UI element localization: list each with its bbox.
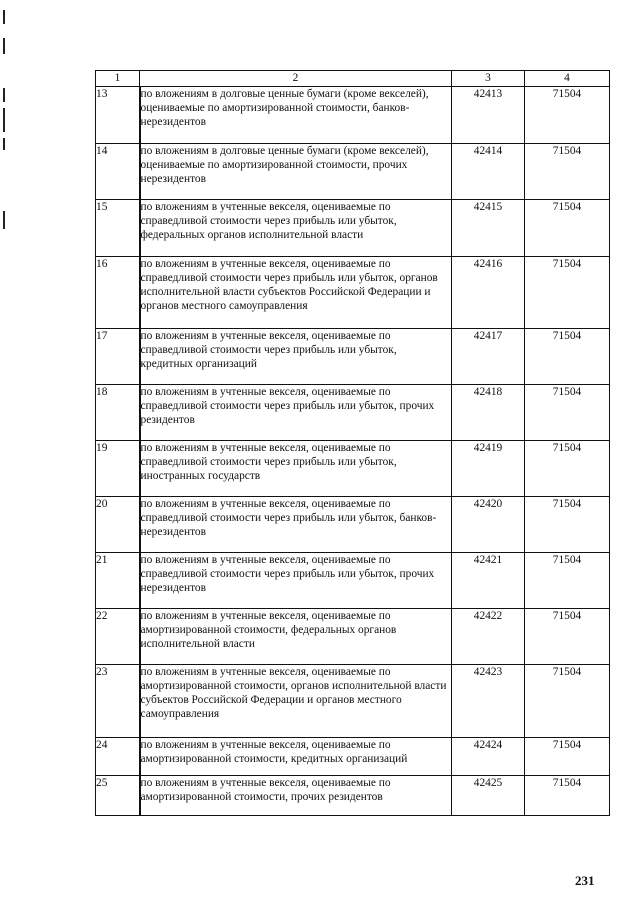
table-row bbox=[96, 665, 610, 738]
row-number: 16 bbox=[96, 257, 140, 329]
table-row bbox=[96, 776, 610, 816]
row-number: 17 bbox=[96, 329, 140, 385]
scan-mark bbox=[3, 88, 5, 102]
page-number: 231 bbox=[575, 873, 595, 888]
symbol-code: 71504 bbox=[525, 497, 610, 553]
row-number: 19 bbox=[96, 441, 140, 497]
table-row bbox=[96, 441, 610, 497]
row-description: по вложениям в учтенные векселя, оцениваемые по амортизированной стоимости, органов исполнительной власти субъектов Российской Федерации и органов местного самоуправления bbox=[140, 665, 452, 738]
row-description: по вложениям в долговые ценные бумаги (кроме векселей), оцениваемые по амортизированной стоимости, прочих нерезидентов bbox=[140, 144, 452, 200]
row-description: по вложениям в учтенные векселя, оцениваемые по справедливой стоимости через прибыль или убыток, органов исполнительной власти субъектов Российской Федерации и органов местного самоуправления bbox=[140, 257, 452, 329]
scan-mark bbox=[3, 211, 5, 229]
account-number: 42421 bbox=[452, 553, 525, 609]
column-header-3: 3 bbox=[452, 71, 525, 87]
row-number: 21 bbox=[96, 553, 140, 609]
row-description: по вложениям в учтенные векселя, оцениваемые по справедливой стоимости через прибыль или убыток, федеральных органов исполнительной власти bbox=[140, 200, 452, 257]
column-header-4: 4 bbox=[525, 71, 610, 87]
row-number: 13 bbox=[96, 87, 140, 144]
account-number: 42424 bbox=[452, 738, 525, 776]
symbol-code: 71504 bbox=[525, 441, 610, 497]
symbol-code: 71504 bbox=[525, 329, 610, 385]
symbol-code: 71504 bbox=[525, 385, 610, 441]
row-number: 18 bbox=[96, 385, 140, 441]
symbol-code: 71504 bbox=[525, 776, 610, 816]
column-header-1: 1 bbox=[96, 71, 140, 87]
symbol-code: 71504 bbox=[525, 87, 610, 144]
table-row bbox=[96, 553, 610, 609]
symbol-code: 71504 bbox=[525, 257, 610, 329]
account-number: 42415 bbox=[452, 200, 525, 257]
table-row bbox=[96, 385, 610, 441]
account-number: 42416 bbox=[452, 257, 525, 329]
table-row bbox=[96, 200, 610, 257]
account-number: 42413 bbox=[452, 87, 525, 144]
table-row bbox=[96, 144, 610, 200]
row-description: по вложениям в учтенные векселя, оцениваемые по амортизированной стоимости, федеральных органов исполнительной власти bbox=[140, 609, 452, 665]
symbol-code: 71504 bbox=[525, 553, 610, 609]
header-row bbox=[96, 71, 610, 87]
account-number: 42423 bbox=[452, 665, 525, 738]
symbol-code: 71504 bbox=[525, 144, 610, 200]
symbol-code: 71504 bbox=[525, 738, 610, 776]
symbol-code: 71504 bbox=[525, 200, 610, 257]
accounts-table bbox=[95, 70, 610, 816]
scan-mark bbox=[3, 138, 5, 150]
row-number: 25 bbox=[96, 776, 140, 816]
row-number: 15 bbox=[96, 200, 140, 257]
account-number: 42414 bbox=[452, 144, 525, 200]
symbol-code: 71504 bbox=[525, 609, 610, 665]
row-number: 24 bbox=[96, 738, 140, 776]
table-row bbox=[96, 87, 610, 144]
row-description: по вложениям в учтенные векселя, оцениваемые по справедливой стоимости через прибыль или убыток, прочих резидентов bbox=[140, 385, 452, 441]
scan-mark bbox=[3, 38, 5, 54]
table-row bbox=[96, 609, 610, 665]
row-description: по вложениям в учтенные векселя, оцениваемые по амортизированной стоимости, прочих резидентов bbox=[140, 776, 452, 816]
row-description: по вложениям в учтенные векселя, оцениваемые по справедливой стоимости через прибыль или убыток, иностранных государств bbox=[140, 441, 452, 497]
account-number: 42420 bbox=[452, 497, 525, 553]
account-number: 42418 bbox=[452, 385, 525, 441]
account-number: 42422 bbox=[452, 609, 525, 665]
row-description: по вложениям в учтенные векселя, оцениваемые по справедливой стоимости через прибыль или убыток, банков-нерезидентов bbox=[140, 497, 452, 553]
row-description: по вложениям в учтенные векселя, оцениваемые по справедливой стоимости через прибыль или убыток, прочих нерезидентов bbox=[140, 553, 452, 609]
scan-mark bbox=[3, 10, 5, 24]
table-row bbox=[96, 738, 610, 776]
row-description: по вложениям в учтенные векселя, оцениваемые по справедливой стоимости через прибыль или убыток, кредитных организаций bbox=[140, 329, 452, 385]
row-number: 23 bbox=[96, 665, 140, 738]
row-number: 22 bbox=[96, 609, 140, 665]
row-description: по вложениям в учтенные векселя, оцениваемые по амортизированной стоимости, кредитных организаций bbox=[140, 738, 452, 776]
column-header-2: 2 bbox=[140, 71, 452, 87]
row-description: по вложениям в долговые ценные бумаги (кроме векселей), оцениваемые по амортизированной стоимости, банков-нерезидентов bbox=[140, 87, 452, 144]
account-number: 42419 bbox=[452, 441, 525, 497]
account-number: 42417 bbox=[452, 329, 525, 385]
row-number: 14 bbox=[96, 144, 140, 200]
account-number: 42425 bbox=[452, 776, 525, 816]
row-number: 20 bbox=[96, 497, 140, 553]
scan-mark bbox=[3, 108, 5, 132]
table-row bbox=[96, 497, 610, 553]
symbol-code: 71504 bbox=[525, 665, 610, 738]
table-row bbox=[96, 257, 610, 329]
table-row bbox=[96, 329, 610, 385]
